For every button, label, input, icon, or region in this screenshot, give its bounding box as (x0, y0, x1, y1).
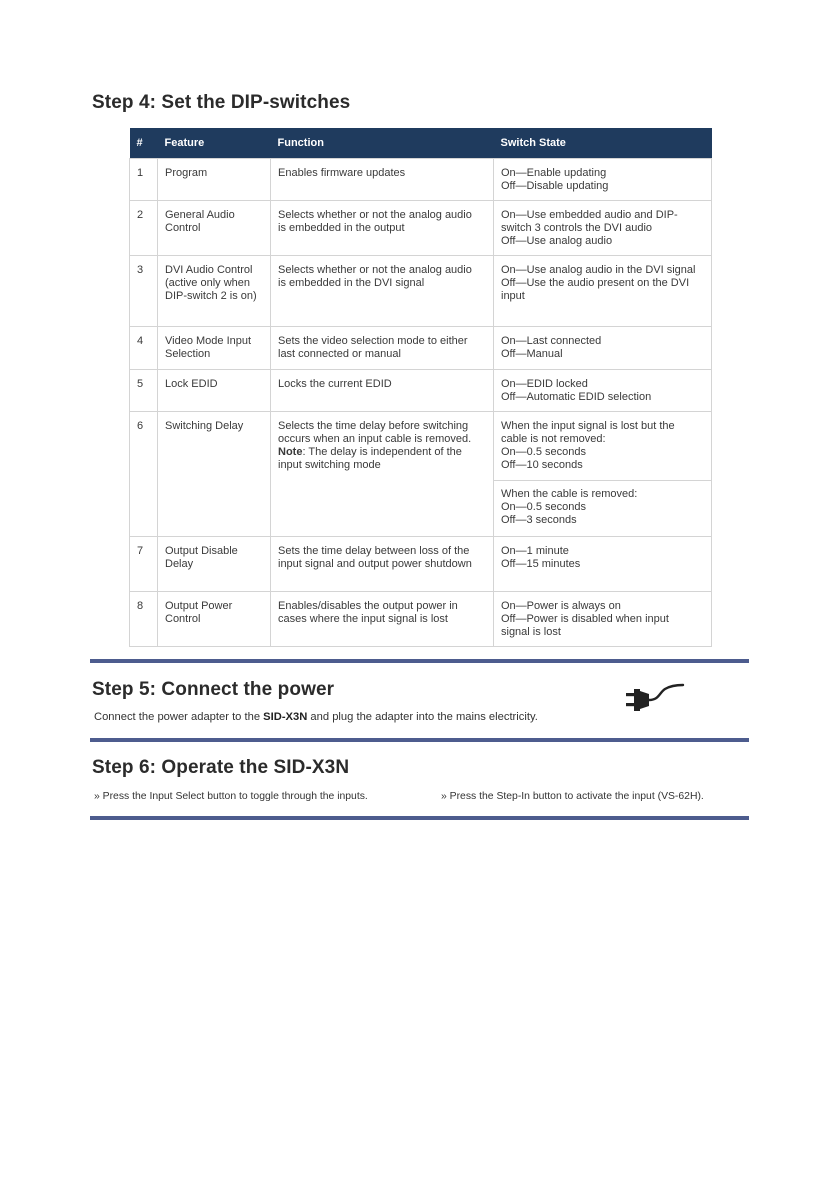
cell-line: Off—Manual (501, 348, 563, 360)
cell-line: switch 3 controls the DVI audio (501, 222, 653, 234)
col-header-function: Function (271, 128, 494, 159)
cell-line: Selects the time delay before switching (278, 420, 469, 432)
state-subcell-cable-removed (494, 481, 711, 534)
cell-line: Off—Use the audio present on the DVI (501, 277, 690, 289)
table-row (130, 201, 712, 256)
cell-line: cases where the input signal is lost (278, 613, 448, 625)
cell-feature (158, 201, 271, 256)
cell-feature (158, 592, 271, 647)
step5-text-after: and plug the adapter into the mains electricity. (307, 711, 538, 723)
dip-switch-table (129, 128, 712, 647)
table-row (130, 370, 712, 412)
cell-function (271, 370, 494, 412)
cell-line: occurs when an input cable is removed. (278, 433, 472, 445)
cell-line: Selects whether or not the analog audio (278, 264, 472, 276)
cell-line: Off—Automatic EDID selection (501, 391, 652, 403)
cell-line: On—EDID locked (501, 378, 588, 390)
cell-line: On—1 minute (501, 545, 569, 557)
cell-num: 5 (130, 370, 158, 412)
cell-feature (158, 159, 271, 201)
cell-line: On—Use analog audio in the DVI signal (501, 264, 696, 276)
section-divider (90, 738, 749, 742)
cell-line: last connected or manual (278, 348, 401, 360)
cell-state (494, 159, 712, 201)
note-text: : The delay is independent of the (302, 446, 462, 458)
step5-instruction (94, 711, 538, 723)
cell-function (271, 327, 494, 370)
cell-line: On—Use embedded audio and DIP- (501, 209, 678, 221)
step5-heading: Step 5: Connect the power (92, 679, 335, 700)
cell-state (494, 370, 712, 412)
cell-line: Off—10 seconds (501, 459, 583, 471)
cell-line: Program (165, 167, 208, 179)
cell-state (494, 592, 712, 647)
cell-line: Enables/disables the output power in (278, 600, 458, 612)
table-row (130, 256, 712, 327)
table-row (130, 537, 712, 592)
cell-line: cable is not removed: (501, 433, 606, 445)
cell-state (494, 537, 712, 592)
cell-line: Lock EDID (165, 378, 218, 390)
cell-line: DIP-switch 2 is on) (165, 290, 257, 302)
cell-line: Locks the current EDID (278, 378, 392, 390)
note-label: Note (278, 446, 303, 458)
cell-line: Off—3 seconds (501, 514, 577, 526)
table-row (130, 412, 712, 537)
note-line (278, 446, 487, 459)
cell-line: On—0.5 seconds (501, 446, 586, 458)
cell-line: On—Enable updating (501, 167, 607, 179)
cell-function (271, 592, 494, 647)
cell-state (494, 412, 712, 537)
cell-num: 7 (130, 537, 158, 592)
table-header-row (130, 128, 712, 159)
cell-num: 1 (130, 159, 158, 201)
cell-function (271, 159, 494, 201)
cell-line: (active only when (165, 277, 250, 289)
table-row (130, 592, 712, 647)
cell-line: When the input signal is lost but the (501, 420, 675, 432)
cell-feature (158, 412, 271, 537)
step6-bullet-step-in: » Press the Step-In button to activate the input (VS-62H). (441, 791, 704, 802)
cell-state (494, 327, 712, 370)
cell-line: Sets the time delay between loss of the (278, 545, 470, 557)
cell-line: On—0.5 seconds (501, 501, 586, 513)
step5-text-before: Connect the power adapter to the (94, 711, 264, 723)
cell-line: input (501, 290, 525, 302)
col-header-switch-state: Switch State (494, 128, 712, 159)
cell-line: General Audio (165, 209, 235, 221)
cell-line: Output Disable (165, 545, 238, 557)
cell-function (271, 201, 494, 256)
cell-line: Selects whether or not the analog audio (278, 209, 472, 221)
cell-line: Off—Power is disabled when input (501, 613, 669, 625)
cell-feature (158, 327, 271, 370)
cell-num: 8 (130, 592, 158, 647)
cell-function (271, 537, 494, 592)
cell-feature (158, 370, 271, 412)
section-divider (90, 659, 749, 663)
cell-line: input signal and output power shutdown (278, 558, 472, 570)
cell-num: 4 (130, 327, 158, 370)
cell-line: Delay (165, 558, 194, 570)
cell-state (494, 256, 712, 327)
section-divider (90, 816, 749, 820)
step6-heading: Step 6: Operate the SID-X3N (92, 757, 350, 778)
cell-line: On—Last connected (501, 335, 602, 347)
cell-line: Enables firmware updates (278, 167, 406, 179)
cell-line: Output Power (165, 600, 233, 612)
state-subcell-cable-connected (494, 412, 711, 481)
cell-line: Switching Delay (165, 420, 244, 432)
cell-line: When the cable is removed: (501, 488, 638, 500)
col-header-feature: Feature (158, 128, 271, 159)
cell-line: Video Mode Input (165, 335, 252, 347)
step6-bullet-input-select: » Press the Input Select button to toggle through the inputs. (94, 791, 368, 802)
cell-line: On—Power is always on (501, 600, 621, 612)
cell-line: Control (165, 613, 201, 625)
cell-feature (158, 537, 271, 592)
cell-line: Control (165, 222, 201, 234)
cell-num: 3 (130, 256, 158, 327)
cell-function (271, 412, 494, 537)
cell-num: 2 (130, 201, 158, 256)
col-header-num: # (130, 128, 158, 159)
cell-line: is embedded in the DVI signal (278, 277, 425, 289)
cell-line: DVI Audio Control (165, 264, 253, 276)
cell-function (271, 256, 494, 327)
cell-state (494, 201, 712, 256)
step4-heading: Step 4: Set the DIP-switches (92, 92, 351, 113)
product-name: SID-X3N (263, 711, 308, 723)
cell-line: is embedded in the output (278, 222, 405, 234)
cell-feature (158, 256, 271, 327)
cell-line: Sets the video selection mode to either (278, 335, 468, 347)
power-plug-icon (625, 683, 687, 717)
cell-line: Off—Disable updating (501, 180, 609, 192)
cell-num: 6 (130, 412, 158, 537)
cell-line: signal is lost (501, 626, 561, 638)
cell-line: Selection (165, 348, 211, 360)
table-row (130, 327, 712, 370)
cell-line: input switching mode (278, 459, 381, 471)
cell-line: Off—15 minutes (501, 558, 581, 570)
table-row (130, 159, 712, 201)
cell-line: Off—Use analog audio (501, 235, 613, 247)
